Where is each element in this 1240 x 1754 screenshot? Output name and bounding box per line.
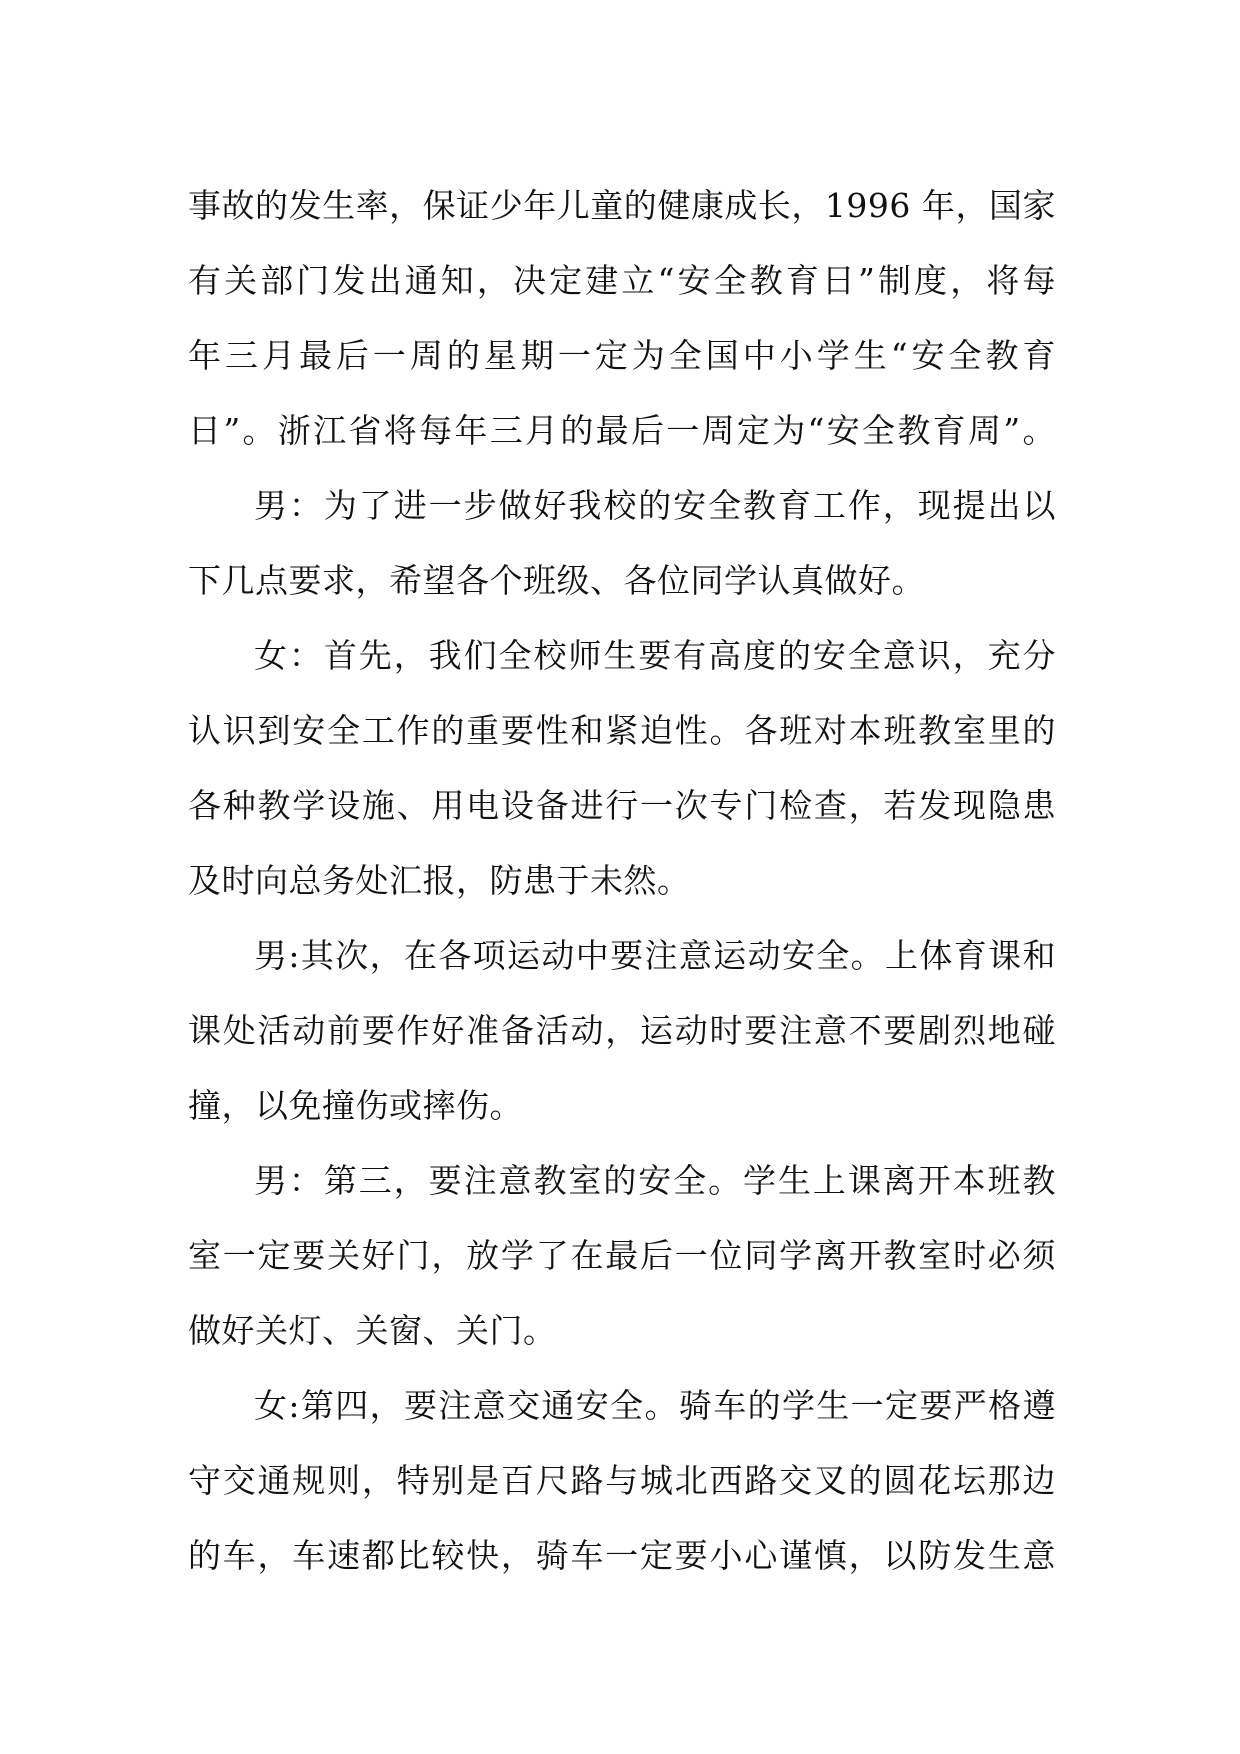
text-line: 事故的发生率，保证少年儿童的健康成长，1996 年，国家	[188, 186, 1056, 225]
text-line: 下几点要求，希望各个班级、各位同学认真做好。	[188, 561, 925, 600]
text-line: 做好关灯、关窗、关门。	[188, 1311, 557, 1350]
text-line: 守交通规则，特别是百尺路与城北西路交叉的圆花坛那边	[188, 1461, 1056, 1500]
text-line: 各种教学设施、用电设备进行一次专门检查，若发现隐患	[188, 786, 1056, 825]
paragraph-first-line: 女：首先，我们全校师生要有高度的安全意识，充分	[254, 636, 1056, 675]
paragraph-first-line: 女:第四，要注意交通安全。骑车的学生一定要严格遵	[254, 1386, 1056, 1425]
text-line: 认识到安全工作的重要性和紧迫性。各班对本班教室里的	[188, 711, 1056, 750]
text-line: 撞，以免撞伤或摔伤。	[188, 1086, 523, 1125]
text-line: 的车，车速都比较快，骑车一定要小心谨慎，以防发生意	[188, 1536, 1056, 1575]
text-line: 有关部门发出通知，决定建立“安全教育日”制度，将每	[188, 261, 1056, 300]
text-line: 年三月最后一周的星期一定为全国中小学生“安全教育	[188, 336, 1056, 375]
paragraph-first-line: 男：为了进一步做好我校的安全教育工作，现提出以	[254, 486, 1056, 525]
document-body	[188, 168, 1056, 1593]
text-line: 课处活动前要作好准备活动，运动时要注意不要剧烈地碰	[188, 1011, 1056, 1050]
text-line: 及时向总务处汇报，防患于未然。	[188, 861, 691, 900]
paragraph-first-line: 男:其次，在各项运动中要注意运动安全。上体育课和	[254, 936, 1056, 975]
text-line: 室一定要关好门，放学了在最后一位同学离开教室时必须	[188, 1236, 1056, 1275]
paragraph-first-line: 男：第三，要注意教室的安全。学生上课离开本班教	[254, 1161, 1056, 1200]
text-line: 日”。浙江省将每年三月的最后一周定为“安全教育周”。	[188, 411, 1056, 450]
